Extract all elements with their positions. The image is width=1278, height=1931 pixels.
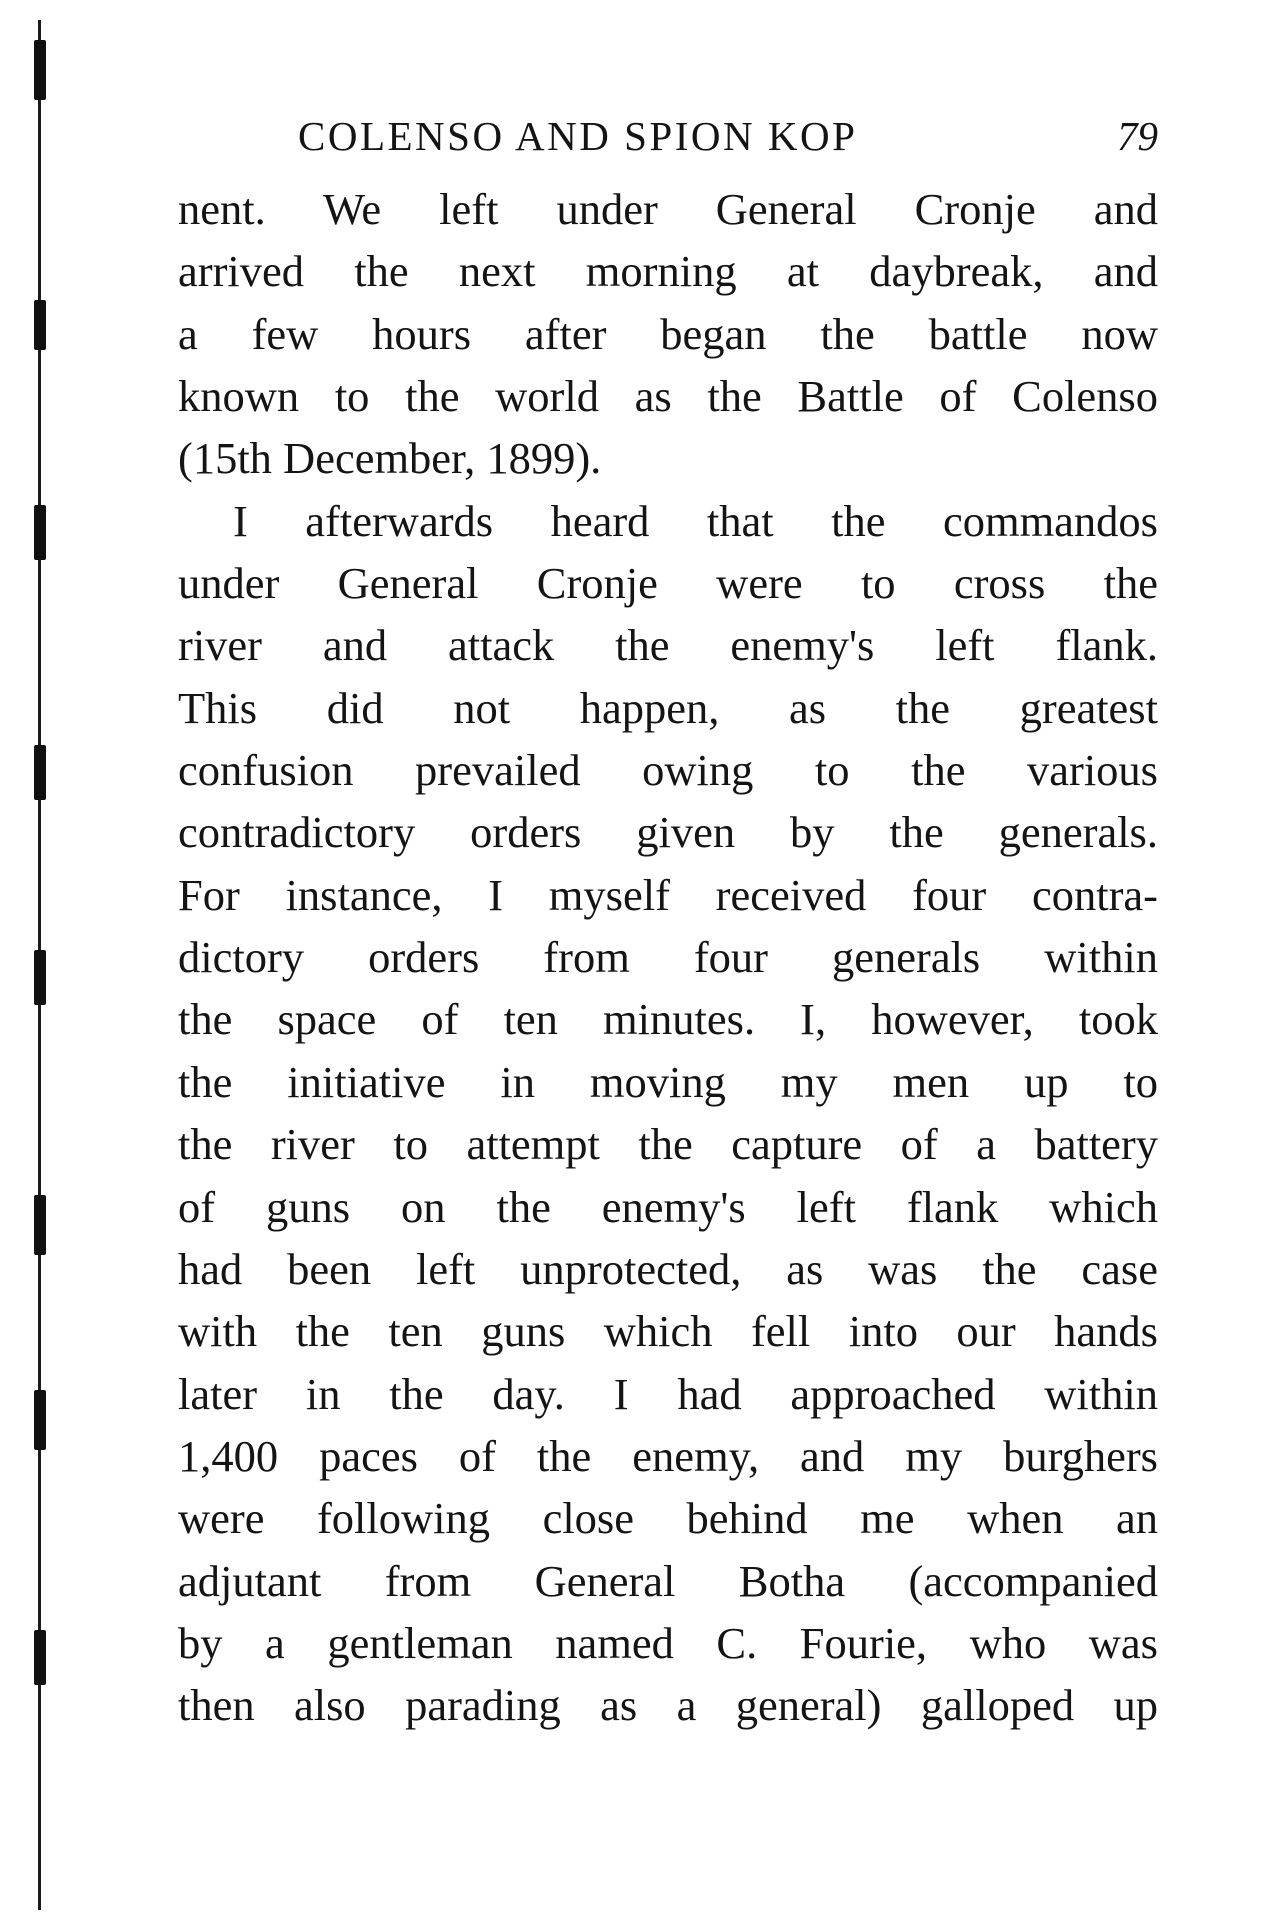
running-title: COLENSO AND SPION KOP bbox=[298, 113, 858, 159]
text-line: known to the world as the Battle of Colenso bbox=[178, 371, 1158, 422]
text-line: under General Cronje were to cross the bbox=[178, 558, 1158, 609]
text-line: I afterwards heard that the commandos bbox=[233, 495, 1158, 546]
binding-stitch bbox=[34, 1630, 46, 1685]
text-line: (15th December, 1899). bbox=[178, 433, 602, 484]
text-line: then also parading as a general) galloped up bbox=[178, 1680, 1158, 1731]
page-header bbox=[178, 108, 1158, 168]
binding-stitch bbox=[34, 1195, 46, 1255]
text-line: the river to attempt the capture of a battery bbox=[178, 1119, 1158, 1170]
text-line: with the ten guns which fell into our hands bbox=[178, 1306, 1158, 1357]
page-number: 79 bbox=[1117, 113, 1158, 159]
body-text bbox=[178, 178, 1158, 1737]
text-line: arrived the next morning at daybreak, and bbox=[178, 246, 1158, 297]
text-line: dictory orders from four generals within bbox=[178, 932, 1158, 983]
binding-stitch bbox=[34, 1390, 46, 1450]
text-line: river and attack the enemy's left flank. bbox=[178, 620, 1158, 671]
binding-stitch bbox=[34, 40, 46, 100]
binding-stitch bbox=[34, 950, 46, 1005]
text-line: were following close behind me when an bbox=[178, 1493, 1158, 1544]
text-line: had been left unprotected, as was the case bbox=[178, 1243, 1158, 1294]
text-line: 1,400 paces of the enemy, and my burghers bbox=[178, 1430, 1158, 1481]
binding-stitch bbox=[34, 300, 46, 350]
text-line: contradictory orders given by the generals. bbox=[178, 807, 1158, 858]
text-line: a few hours after began the battle now bbox=[178, 308, 1158, 359]
text-line: the space of ten minutes. I, however, took bbox=[178, 994, 1158, 1045]
text-line: later in the day. I had approached within bbox=[178, 1368, 1158, 1419]
binding-stitch bbox=[34, 505, 46, 560]
text-line: the initiative in moving my men up to bbox=[178, 1056, 1158, 1107]
text-line: nent. We left under General Cronje and bbox=[178, 184, 1158, 234]
binding-stitch bbox=[34, 745, 46, 800]
text-line: For instance, I myself received four contra- bbox=[178, 869, 1158, 920]
text-line: of guns on the enemy's left flank which bbox=[178, 1181, 1158, 1232]
text-line: confusion prevailed owing to the various bbox=[178, 745, 1158, 796]
text-line: by a gentleman named C. Fourie, who was bbox=[178, 1617, 1158, 1668]
text-line: adjutant from General Botha (accompanied bbox=[178, 1555, 1158, 1606]
text-line: This did not happen, as the greatest bbox=[178, 682, 1158, 733]
